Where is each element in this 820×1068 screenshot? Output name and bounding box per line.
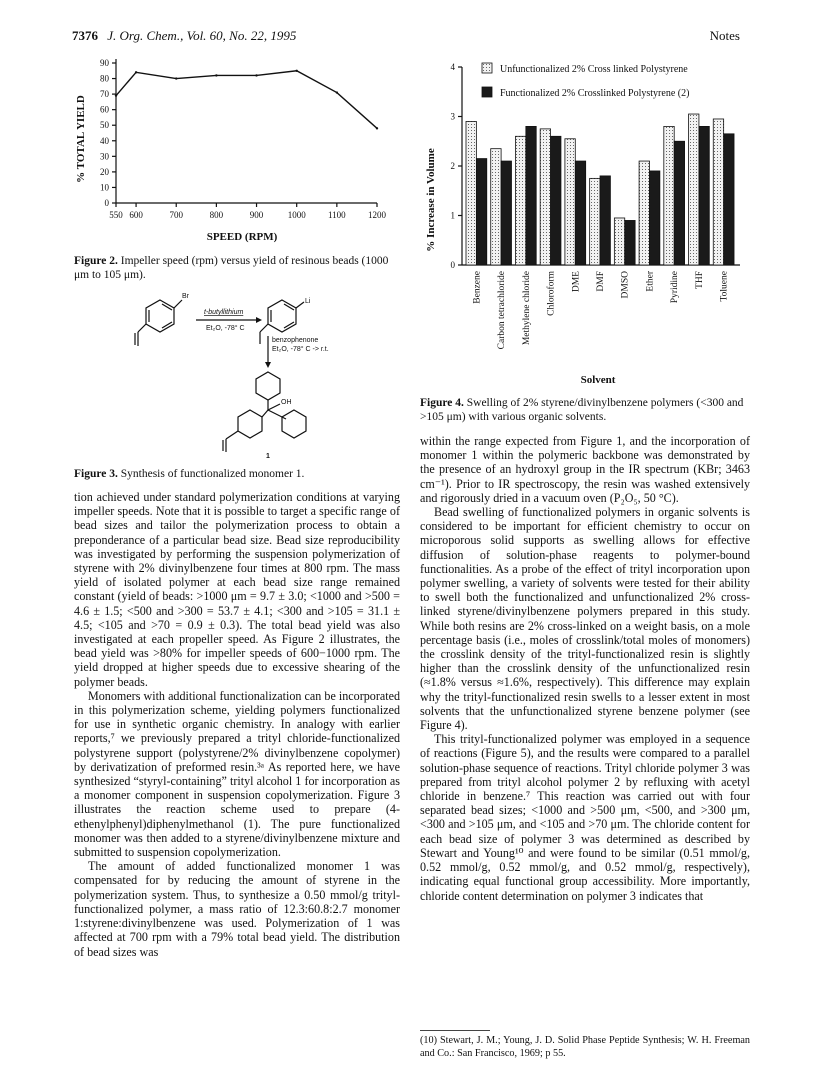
- reagent-tbuli: t-butyllithium: [204, 309, 244, 316]
- figure4-bar-functionalized: [674, 141, 684, 265]
- lithium-label: Li: [305, 298, 311, 305]
- figure3-caption-text: Synthesis of functionalized monomer 1.: [120, 468, 305, 480]
- figure2-data-point: [115, 94, 117, 96]
- figure2-y-tick-label: 90: [100, 58, 109, 68]
- figure4-ylabel: % Increase in Volume: [425, 148, 437, 252]
- figure2-x-tick-label: 900: [249, 210, 264, 220]
- figure4-category-label: Ether: [645, 271, 656, 292]
- figure2-y-tick-label: 50: [100, 120, 109, 131]
- figure4-bar-functionalized: [575, 161, 585, 265]
- figure4-bar-unfunctionalized: [491, 149, 501, 265]
- figure4-category-label: Methylene chloride: [521, 271, 532, 346]
- figure4-bar-functionalized: [699, 126, 709, 265]
- reagent-conditions-2: Et₂O, -78° C -> r.t.: [272, 346, 329, 353]
- footnote: (10) Stewart, J. M.; Young, J. D. Solid Phase Peptide Synthesis; W. H. Freeman and Co.: San Francisco, 1969; p 55.: [420, 1035, 750, 1059]
- figure4-category-label: DME: [571, 271, 582, 293]
- figure4-bar-unfunctionalized: [466, 121, 476, 265]
- figure2-data-point: [376, 127, 378, 129]
- figure2-xlabel: SPEED (RPM): [206, 231, 278, 243]
- figure4-bar-functionalized: [625, 220, 635, 265]
- figure4-y-tick-label: 3: [450, 111, 455, 122]
- figure2-yield-line: [116, 71, 377, 129]
- paragraph: Monomers with additional functionalization can be incorporated in this polymerization scheme, yielding polymers functionalized for use in synthetic organic chemistry. In analogy with earlier reports,⁷ we previously prepared a trityl chloride-functionalized polystyrene support (polystyrene/2% divinylbenzene copolymer) by derivatization of preformed resin.³ᵃ As reported here, we have synthesized “styryl-containing” trityl alcohol 1 for incorporation as a monomer component in suspension copolymerization. Figure 3 illustrates the reaction scheme used to prepare (4-ethenylphenyl)diphenylmethanol (1). The pure functionalized monomer was then added to a styrene/divinylbenzene mixture and submitted to suspension copolymerization.: [74, 688, 400, 860]
- page-number: 7376: [72, 28, 98, 43]
- figure3-caption-label: Figure 3.: [74, 468, 118, 480]
- figure2-y-tick-label: 70: [100, 89, 109, 100]
- left-column-text: [74, 490, 400, 959]
- figure2-y-tick-label: 60: [100, 104, 109, 115]
- figure4-bar-unfunctionalized: [614, 218, 624, 265]
- paragraph: Bead swelling of functionalized polymers in organic solvents is considered to be important for efficient chemistry to occur on microporous solid supports as swelling allows for effective diffusion of solution-phase reagents to polymer-bound functionalities. As a probe of the effect of trityl incorporation upon polymer swelling, a variety of solvents were tested for their ability to swell both the functionalized and unfunctionalized 2% cross-linked styrene/divinylbenzene polymers prepared in this study. While both resins are 2% cross-linked on a weight basis, on a mole percentage basis (i.e., moles of crosslink/total moles of monomers) the crosslink density of the trityl-functionalized resin is slightly higher than the crosslink density of the unfunctionalized resin (≈1.8% versus ≈1.6%, respectively). This difference may explain why the trityl-functionalized resin swells to a lesser extent in most solvents that the unfunctionalized styrene benzene polymer (see Figure 4).: [420, 505, 750, 733]
- figure2-ylabel: % TOTAL YIELD: [75, 95, 87, 183]
- figure4-bar-unfunctionalized: [565, 139, 575, 265]
- figure2-y-tick-label: 30: [100, 151, 109, 162]
- figure2-y-tick-label: 10: [100, 182, 109, 193]
- figure4-legend-swatch: [482, 87, 492, 97]
- figure2-y-tick-label: 0: [104, 198, 109, 208]
- figure4-category-label: Benzene: [472, 271, 483, 304]
- figure2-y-tick-label: 20: [100, 166, 109, 177]
- figure4-y-tick-label: 4: [450, 62, 455, 72]
- figure2-x-tick-label: 1100: [328, 210, 346, 220]
- figure4-xlabel: Solvent: [580, 374, 616, 386]
- journal-citation: J. Org. Chem., Vol. 60, No. 22, 1995: [107, 28, 297, 43]
- bromostyrene-structure: [135, 293, 190, 346]
- figure2-data-point: [215, 74, 217, 76]
- reagent-benzophenone: benzophenone: [272, 337, 319, 344]
- figure2-x-tick-label: 1000: [287, 210, 306, 220]
- figure4-bar-functionalized: [476, 159, 486, 265]
- figure2-y-tick-label: 40: [100, 135, 109, 146]
- figure2-x-tick-label: 550: [109, 210, 123, 220]
- section-label: Notes: [709, 28, 740, 43]
- figure4-chart: [420, 55, 750, 390]
- figure2-caption-label: Figure 2.: [74, 255, 118, 267]
- figure2-caption-text: Impeller speed (rpm) versus yield of resinous beads (1000 μm to 105 μm).: [74, 255, 389, 281]
- figure2-x-tick-label: 600: [129, 210, 143, 220]
- figure4-legend-label: Functionalized 2% Crosslinked Polystyrene (2): [500, 88, 690, 99]
- hydroxyl-label: OH: [281, 399, 292, 406]
- figure4-bar-unfunctionalized: [540, 129, 550, 265]
- figure2-caption: [74, 254, 400, 282]
- figure4-category-label: Chloroform: [546, 271, 557, 316]
- figure4-bar-unfunctionalized: [664, 126, 674, 265]
- figure2-data-point: [175, 77, 177, 79]
- figure4-bar-functionalized: [551, 136, 561, 265]
- figure4-bar-unfunctionalized: [689, 114, 699, 265]
- figure2-x-tick-label: 1200: [368, 210, 386, 220]
- figure4-legend-swatch: [482, 63, 492, 73]
- figure4-bar-functionalized: [649, 171, 659, 265]
- paragraph: The amount of added functionalized monomer 1 was compensated for by reducing the amount of styrene in the polymerization system. Thus, to synthesize a 0.50 mmol/g trityl-functionalized polymer, a mass ratio of 12.3:60.8:2.7 monomer 1:styrene:divinylbenzene was used. Polymerization of 1 was affected at 700 rpm with a 79% total bead yield. The distribution of bead sizes was: [74, 859, 400, 959]
- right-column-text: [420, 434, 750, 903]
- running-header: [72, 28, 296, 44]
- paragraph: This trityl-functionalized polymer was employed in a sequence of reactions (Figure 5), and the results were compared to a parallel solution-phase sequence of reactions. Trityl chloride polymer 3 was prepared from trityl alcohol polymer 2 by refluxing with acetyl chloride in benzene.⁷ This reaction was carried out with four separated bead sizes; <1000 and >500 μm, <500, and >300 μm, <300 and >105 μm, and <105 and >70 μm. The chloride content for each bead size of polymer 3 was determined as described by Stewart and Young¹⁰ and were found to be similar (0.51 mmol/g, 0.52 mmol/g, 0.52 mmol/g, and 0.52 mmol/g, respectively), indicating equal functional group accessibility. More importantly, chloride content determination on polymer 3 indicates that: [420, 732, 750, 903]
- figure4-category-label: Carbon tetrachloride: [497, 271, 508, 350]
- figure4-caption-text: Swelling of 2% styrene/divinylbenzene polymers (<300 and >105 μm) with various organic solvents.: [420, 397, 744, 423]
- figure4-y-tick-label: 1: [450, 210, 455, 221]
- figure4-category-label: Toluene: [719, 271, 730, 302]
- figure4-bar-functionalized: [526, 126, 536, 265]
- paragraph: within the range expected from Figure 1, and the incorporation of monomer 1 within the polymeric backbone was demonstrated by the presence of an hydroxyl group in the IR spectrum (KBr; 3463 cm⁻¹). Prior to IR spectroscopy, the resin was washed extensively and rigorously dried in a vacuum oven (P₂O₅, 50 °C).: [420, 434, 750, 505]
- figure4-y-tick-label: 0: [450, 260, 455, 270]
- figure4-bar-functionalized: [724, 134, 734, 265]
- figure2-data-point: [255, 74, 257, 76]
- figure2-data-point: [295, 70, 297, 72]
- paragraph: tion achieved under standard polymerization conditions at varying impeller speeds. Note that it is possible to target a specific range of bead sizes and tailor the polymerization process to obtain a preponderance of a particular bead size. Bead size reproducibility was investigated by performing the suspension polymerization of styrene with 2% divinylbenzene four times at 800 rpm. The mass yield of isolated polymer at each bead size range remained constant (yield of beads: >1000 μm = 9.7 ± 3.0; <1000 and >500 = 4.6 ± 1.5; <500 and >300 = 53.7 ± 4.1; <300 and >105 = 31.1 ± 4.5; <105 and >70 = 0.9 ± 0.3). The total bead yield was also investigated at each propeller speed. As Figure 2 illustrates, the bead yield was >80% for impeller speeds of 600−1000 rpm. The yield dropped at higher speeds due to excessive shearing of the polymer beads.: [74, 490, 400, 689]
- figure2-data-point: [135, 71, 137, 73]
- bromine-label: Br: [182, 293, 189, 300]
- trityl-alcohol-structure: [223, 372, 306, 460]
- figure3-scheme: [120, 286, 360, 464]
- figure4-legend-label: Unfunctionalized 2% Cross linked Polystyrene: [500, 64, 688, 75]
- figure2-data-point: [336, 91, 338, 93]
- figure4-category-label: Pyridine: [670, 271, 681, 304]
- figure4-caption: [420, 396, 750, 424]
- figure2-x-tick-label: 800: [209, 210, 224, 220]
- footnote-rule: [420, 1030, 490, 1031]
- figure4-bar-functionalized: [501, 161, 511, 265]
- figure4-bar-unfunctionalized: [590, 178, 600, 265]
- figure4-y-tick-label: 2: [450, 161, 455, 171]
- figure4-bar-unfunctionalized: [515, 136, 525, 265]
- figure4-bar-functionalized: [600, 176, 610, 265]
- figure2-y-tick-label: 80: [100, 73, 109, 84]
- compound-number: 1: [266, 453, 270, 460]
- figure3-caption: [74, 467, 400, 481]
- figure2-chart: [72, 55, 402, 245]
- reagent-conditions-1: Et₂O, -78° C: [206, 325, 245, 332]
- figure2-x-tick-label: 700: [169, 210, 183, 220]
- figure4-category-label: THF: [694, 271, 705, 289]
- figure4-category-label: DMF: [596, 271, 607, 292]
- figure4-category-label: DMSO: [620, 271, 631, 299]
- figure4-bar-unfunctionalized: [713, 119, 723, 265]
- figure4-caption-label: Figure 4.: [420, 397, 464, 409]
- figure4-bar-unfunctionalized: [639, 161, 649, 265]
